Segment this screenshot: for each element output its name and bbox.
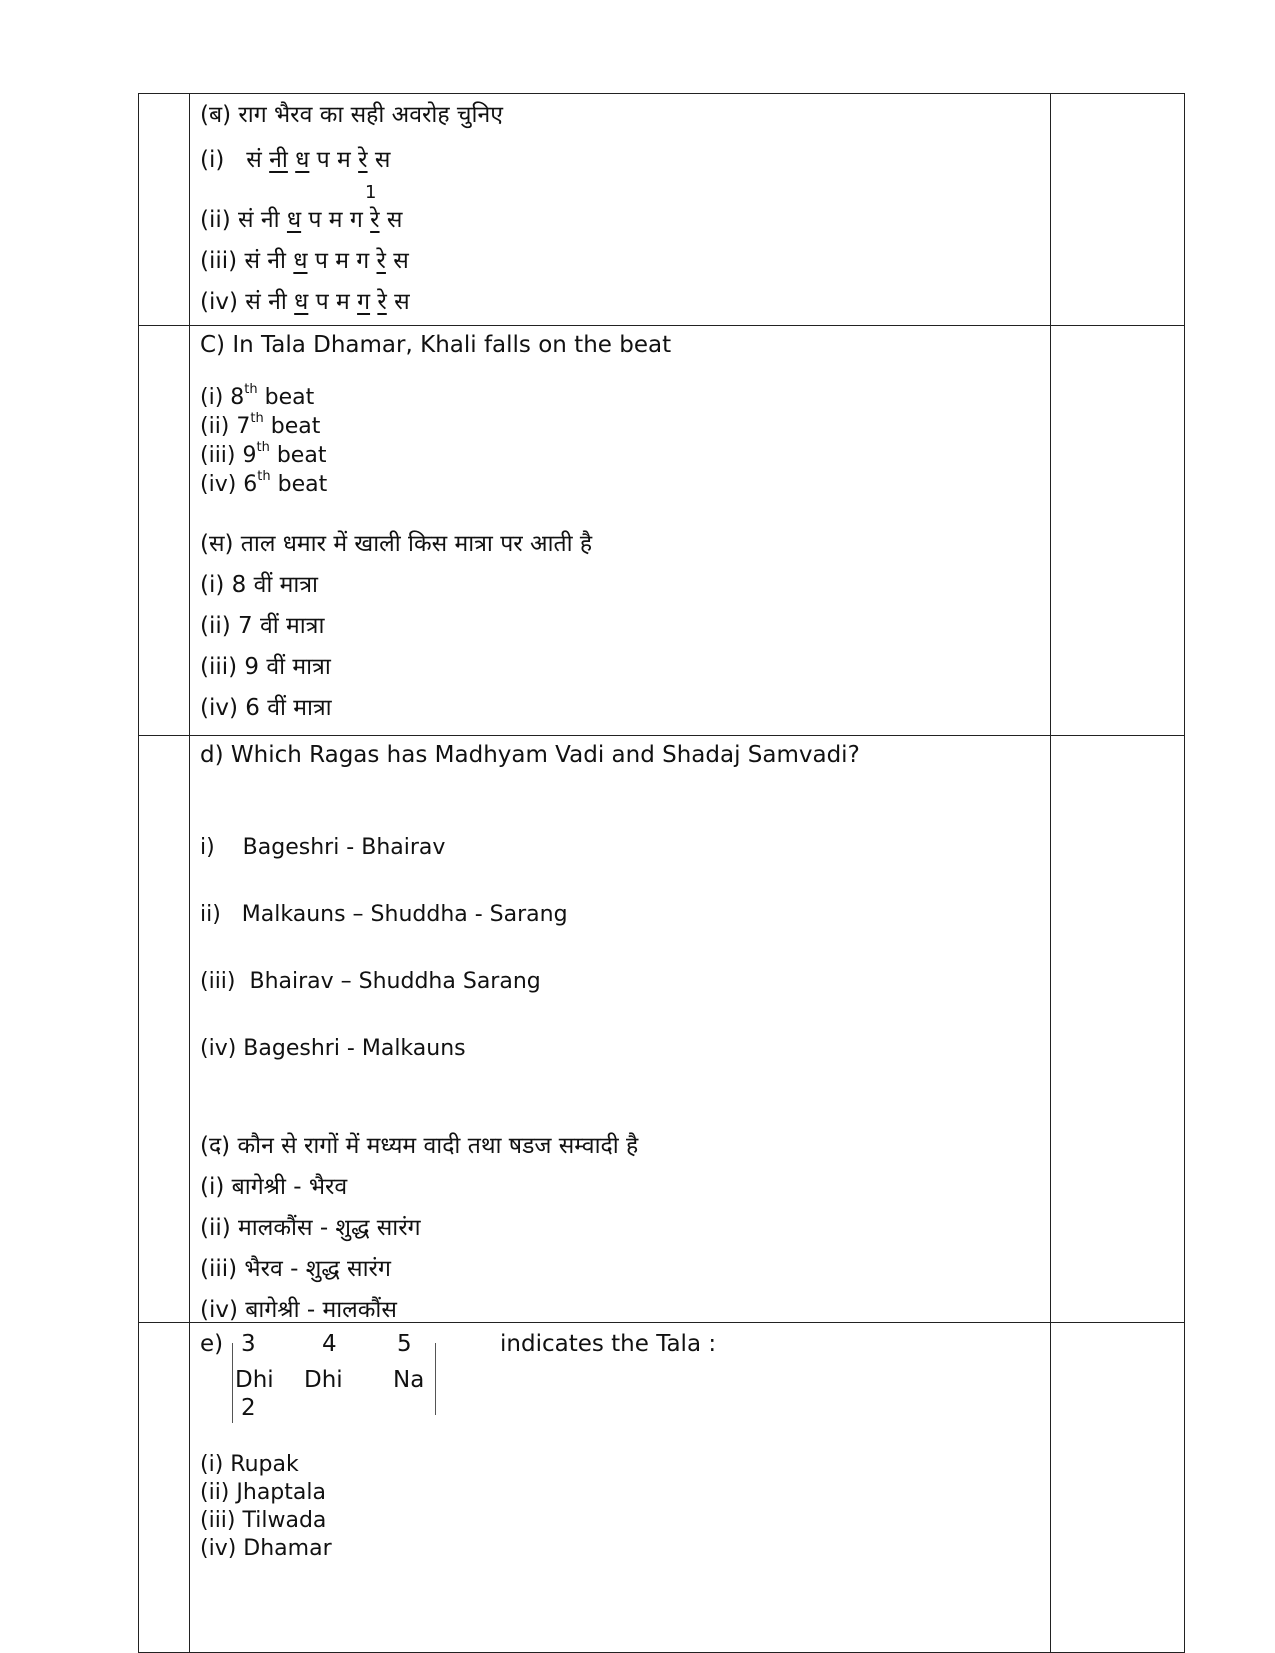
bol: Dhi (304, 1367, 343, 1393)
number-cell (139, 326, 190, 736)
option-i: (i) 8th beat (200, 381, 315, 410)
question-row-d (139, 736, 1185, 1323)
hindi-question-text: (स) ताल धमार में खाली किस मात्रा पर आती है (200, 531, 593, 557)
question-text: indicates the Tala : (500, 1331, 717, 1357)
option-list (200, 383, 1040, 499)
option-iv: (iv) 6th beat (200, 468, 328, 497)
option-ii: (ii) 7th beat (200, 410, 321, 439)
option-i: i) Bageshri - Bhairav (200, 835, 446, 860)
marks-cell (1051, 736, 1185, 1323)
question-cell (190, 1323, 1051, 1653)
option-list (200, 795, 1040, 1101)
hindi-option-iv: (iv) 6 वीं मात्रा (200, 695, 332, 721)
tala-notation (200, 1329, 1040, 1423)
option-i: (i) Rupak (200, 1452, 299, 1477)
hindi-option-iii: (iii) 9 वीं मात्रा (200, 654, 331, 680)
vibhag-bar-right (435, 1343, 436, 1415)
option-iii: (iii) Tilwada (200, 1508, 327, 1533)
hindi-option-ii: (ii) 7 वीं मात्रा (200, 613, 325, 639)
hindi-option-iii: (iii) भैरव - शुद्ध सारंग (200, 1256, 391, 1282)
hindi-option-i: (i) बागेश्री - भैरव (200, 1174, 348, 1200)
number-cell (139, 736, 190, 1323)
option-ii: ii) Malkauns – Shuddha - Sarang (200, 902, 568, 927)
beat-number-extra: 2 (241, 1395, 256, 1421)
hindi-option-iv: (iv) बागेश्री - मालकौंस (200, 1297, 397, 1323)
option-ii: (ii) Jhaptala (200, 1480, 326, 1505)
question-row-e (139, 1323, 1185, 1653)
hindi-option-ii: (ii) मालकौंस - शुद्ध सारंग (200, 1215, 421, 1241)
beat-number: 4 (322, 1331, 337, 1357)
question-text: C) In Tala Dhamar, Khali falls on the beat (200, 332, 672, 358)
hindi-option-i: (i) 8 वीं मात्रा (200, 572, 319, 598)
option-list (200, 1451, 1040, 1563)
question-cell (190, 326, 1051, 736)
question-cell (190, 94, 1051, 326)
marks-cell (1051, 94, 1185, 326)
question-row-c (139, 326, 1185, 736)
marks-cell (1051, 326, 1185, 736)
option-i: (i) सं नी ध प म रे स (200, 147, 391, 173)
option-iv: (iv) सं नी ध प म ग रे स (200, 289, 410, 315)
question-prefix: e) (200, 1331, 224, 1357)
question-row-b-hindi (139, 94, 1185, 326)
question-cell (190, 736, 1051, 1323)
question-table (138, 93, 1185, 1653)
option-iii: (iii) 9th beat (200, 439, 327, 468)
bol: Na (393, 1367, 425, 1393)
option-iii: (iii) सं नी ध प म ग रे स (200, 248, 409, 274)
marks-cell (1051, 1323, 1185, 1653)
bol: Dhi (235, 1367, 274, 1393)
vibhag-bar-left (232, 1343, 233, 1423)
number-cell (139, 94, 190, 326)
question-text: d) Which Ragas has Madhyam Vadi and Shadaj Samvadi? (200, 742, 860, 768)
option-ii: (ii) सं नी ध प म ग रे स (200, 207, 403, 233)
option-iii: (iii) Bhairav – Shuddha Sarang (200, 969, 541, 994)
question-text: (ब) राग भैरव का सही अवरोह चुनिए (200, 102, 503, 128)
question-sheet (138, 93, 1185, 1653)
superscript-note: 1 (365, 182, 377, 203)
number-cell (139, 1323, 190, 1653)
beat-number: 3 (241, 1331, 256, 1357)
hindi-question-text: (द) कौन से रागों में मध्यम वादी तथा षडज सम्वादी है (200, 1133, 639, 1159)
beat-number: 5 (397, 1331, 412, 1357)
option-iv: (iv) Bageshri - Malkauns (200, 1036, 466, 1061)
option-iv: (iv) Dhamar (200, 1536, 332, 1561)
